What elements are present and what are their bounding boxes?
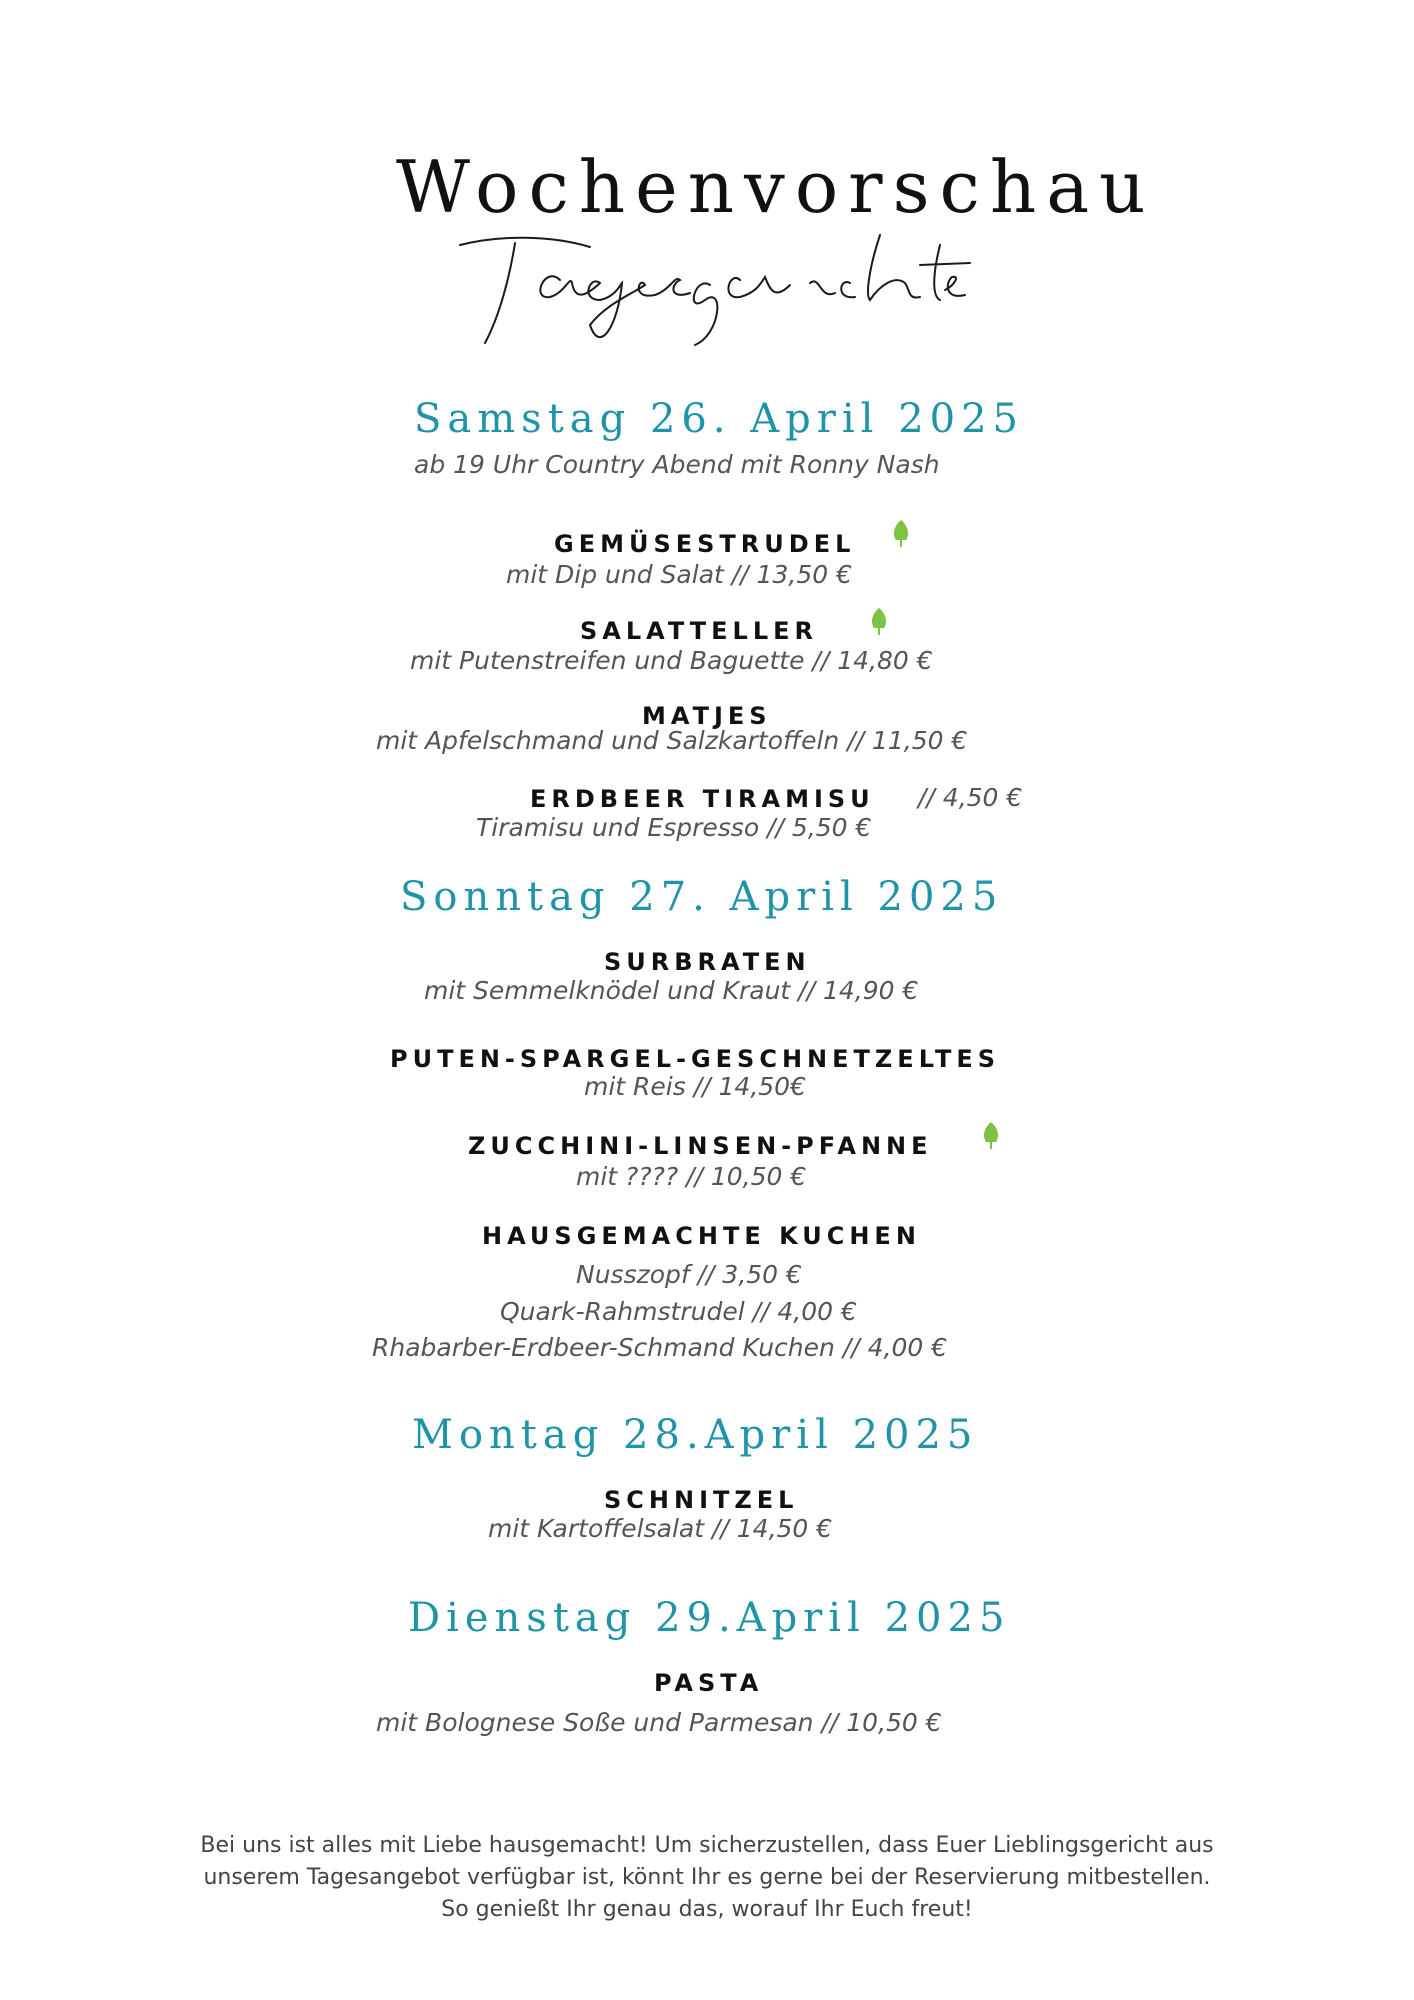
- day-heading-montag: Montag 28.April 2025: [412, 1412, 979, 1458]
- dish-desc: mit Reis // 14,50€: [584, 1072, 806, 1101]
- dish-name: PASTA: [654, 1669, 764, 1697]
- dish-desc: mit Dip und Salat // 13,50 €: [506, 560, 852, 589]
- script-path: [460, 235, 970, 345]
- dish-name: SCHNITZEL: [604, 1486, 799, 1514]
- dish-name: GEMÜSESTRUDEL: [554, 530, 856, 558]
- vegetarian-leaf-icon: [890, 518, 912, 548]
- vegetarian-leaf-icon: [868, 606, 890, 636]
- dish-name: HAUSGEMACHTE KUCHEN: [482, 1222, 921, 1250]
- cake-item: Nusszopf // 3,50 €: [576, 1260, 802, 1289]
- dish-price: // 4,50 €: [918, 783, 1023, 812]
- dish-desc: mit ???? // 10,50 €: [576, 1162, 807, 1191]
- footer-note: [0, 1830, 1414, 1926]
- day-note-samstag: ab 19 Uhr Country Abend mit Ronny Nash: [414, 450, 940, 479]
- cake-item: Rhabarber-Erdbeer-Schmand Kuchen // 4,00 €: [372, 1333, 948, 1362]
- dish-desc: mit Putenstreifen und Baguette // 14,80 €: [410, 646, 933, 675]
- dish-name: ERDBEER TIRAMISU: [530, 785, 875, 813]
- dish-name: SALATTELLER: [580, 617, 819, 645]
- day-heading-dienstag: Dienstag 29.April 2025: [408, 1595, 1011, 1641]
- dish-name: ZUCCHINI-LINSEN-PFANNE: [468, 1132, 933, 1160]
- dish-desc: mit Semmelknödel und Kraut // 14,90 €: [424, 976, 919, 1005]
- dish-desc: mit Apfelschmand und Salzkartoffeln // 11,50 €: [376, 726, 968, 755]
- dish-desc: Tiramisu und Espresso // 5,50 €: [476, 813, 872, 842]
- day-heading-samstag: Samstag 26. April 2025: [414, 396, 1024, 442]
- dish-desc: mit Kartoffelsalat // 14,50 €: [488, 1514, 833, 1543]
- cake-item: Quark-Rahmstrudel // 4,00 €: [500, 1297, 857, 1326]
- footer-line: So genießt Ihr genau das, worauf Ihr Euch freut!: [441, 1897, 973, 1922]
- dish-name: MATJES: [642, 702, 772, 730]
- page-title: Wochenvorschau: [396, 145, 1156, 229]
- vegetarian-leaf-icon: [980, 1120, 1002, 1150]
- subtitle-script: [440, 205, 980, 355]
- footer-line: unserem Tagesangebot verfügbar ist, könnt Ihr es gerne bei der Reservierung mitbestellen.: [203, 1865, 1211, 1890]
- subtitle-text: Tagesgerichte: [706, 353, 714, 354]
- dish-name: PUTEN-SPARGEL-GESCHNETZELTES: [390, 1045, 1001, 1073]
- day-heading-sonntag: Sonntag 27. April 2025: [400, 874, 1004, 920]
- dish-desc: mit Bolognese Soße und Parmesan // 10,50 €: [376, 1708, 942, 1737]
- dish-name: SURBRATEN: [604, 948, 811, 976]
- footer-line: Bei uns ist alles mit Liebe hausgemacht! Um sicherzustellen, dass Euer Lieblingsgericht aus: [200, 1833, 1214, 1858]
